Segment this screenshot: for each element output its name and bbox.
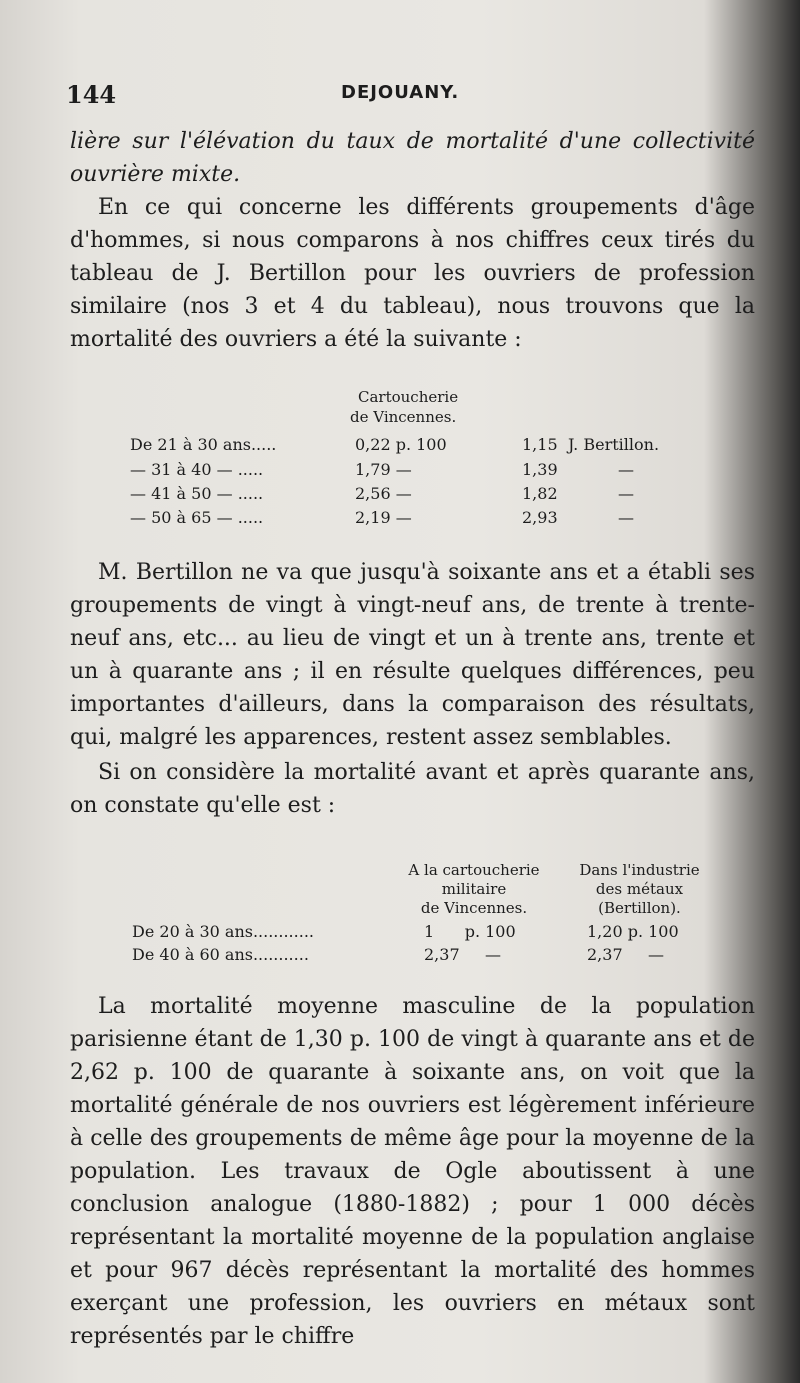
paragraph-groupements	[70, 191, 755, 356]
table1-row-bertillon: 1,15	[522, 435, 558, 454]
table2-col2-header-3: (Bertillon).	[598, 899, 681, 917]
table1-header-line2: de Vincennes.	[350, 408, 457, 426]
table2-row-col1: 1 p. 100	[424, 922, 516, 941]
table1-row-label: — 50 à 65 — .....	[130, 508, 264, 527]
table1-row-source: J. Bertillon.	[568, 435, 660, 454]
table1-row-source: —	[618, 460, 634, 479]
table2-col2-header-2: des métaux	[595, 880, 684, 898]
paragraph-text: La mortalité moyenne masculine de la population parisienne étant de 1,30 p. 100 de vingt à quarante ans et de 2,62 p. 100 de quarante à soixante ans, on voit que la mortalité générale de nos ouvriers est légèrement inférieure à celle des groupements de même âge pour la moyenne de la population. Les travaux de Ogle aboutissent à une conclusion analogue (1880-1882) ; pour 1 000 décès représentant la mortalité moyenne de la population anglaise et pour 967 décès représentant la mortalité des hommes exerçant une profession, les ouvriers en métaux sont représentés par le chiffre	[70, 994, 755, 1349]
paragraph-bertillon	[70, 556, 755, 754]
table2-col1-header-2: militaire	[441, 880, 507, 898]
table1-row-label: — 31 à 40 — .....	[130, 460, 264, 479]
paragraph-text: M. Bertillon ne va que jusqu'à soixante ans et a établi ses groupements de vingt à vingt-neuf ans, de trente à trente-neuf ans, etc... au lieu de vingt et un à trente ans, trente et un à quarante ans ; il en résulte quelques différences, peu importantes d'ailleurs, dans la comparaison des résultats, qui, malgré les apparences, restent assez semblables.	[70, 560, 755, 750]
paragraph-population	[70, 990, 755, 1353]
paragraph-text: Si on considère la mortalité avant et après quarante ans, on constate qu'elle est :	[70, 760, 755, 818]
page-number: 144	[66, 80, 117, 109]
paragraph-continuation	[70, 125, 755, 191]
page-header	[66, 80, 756, 112]
table2-row-col2: 2,37 —	[587, 945, 665, 964]
italic-continuation-text: lière sur l'élévation du taux de mortalité d'une collectivité ouvrière mixte.	[70, 129, 755, 187]
table1-header-line1: Cartoucherie	[358, 388, 459, 406]
running-head: DEJOUANY.	[341, 82, 460, 103]
table1-row-source: —	[618, 508, 634, 527]
paragraph-text: En ce qui concerne les différents groupements d'âge d'hommes, si nous comparons à nos chiffres ceux tirés du tableau de J. Bertillon pour les ouvriers de profession similaire (nos 3 et 4 du tableau), nous trouvons que la mortalité des ouvriers a été la suivante :	[70, 195, 755, 352]
table1-row-bertillon: 1,82	[522, 484, 558, 503]
table1-row-bertillon: 1,39	[522, 460, 558, 479]
table1-row-value: 1,79 —	[355, 460, 412, 479]
table1-row-bertillon: 2,93	[522, 508, 558, 527]
table1-row-value: 0,22 p. 100	[355, 435, 447, 454]
table1-row-label: — 41 à 50 — .....	[130, 484, 264, 503]
table1-row-label: De 21 à 30 ans.....	[130, 435, 277, 454]
table1-row-source: —	[618, 484, 634, 503]
table2-col1-header-3: de Vincennes.	[420, 899, 528, 917]
table1-row-value: 2,19 —	[355, 508, 412, 527]
paragraph-quarante	[70, 756, 755, 822]
table2-col1-header-1: A la cartoucherie	[408, 861, 540, 879]
table2-row-label: De 40 à 60 ans...........	[132, 945, 309, 964]
table2-row-label: De 20 à 30 ans............	[132, 922, 314, 941]
table2-row-col1: 2,37 —	[424, 945, 502, 964]
table2-row-col2: 1,20 p. 100	[587, 922, 679, 941]
table2-col2-header-1: Dans l'industrie	[579, 861, 700, 879]
table1-row-value: 2,56 —	[355, 484, 412, 503]
